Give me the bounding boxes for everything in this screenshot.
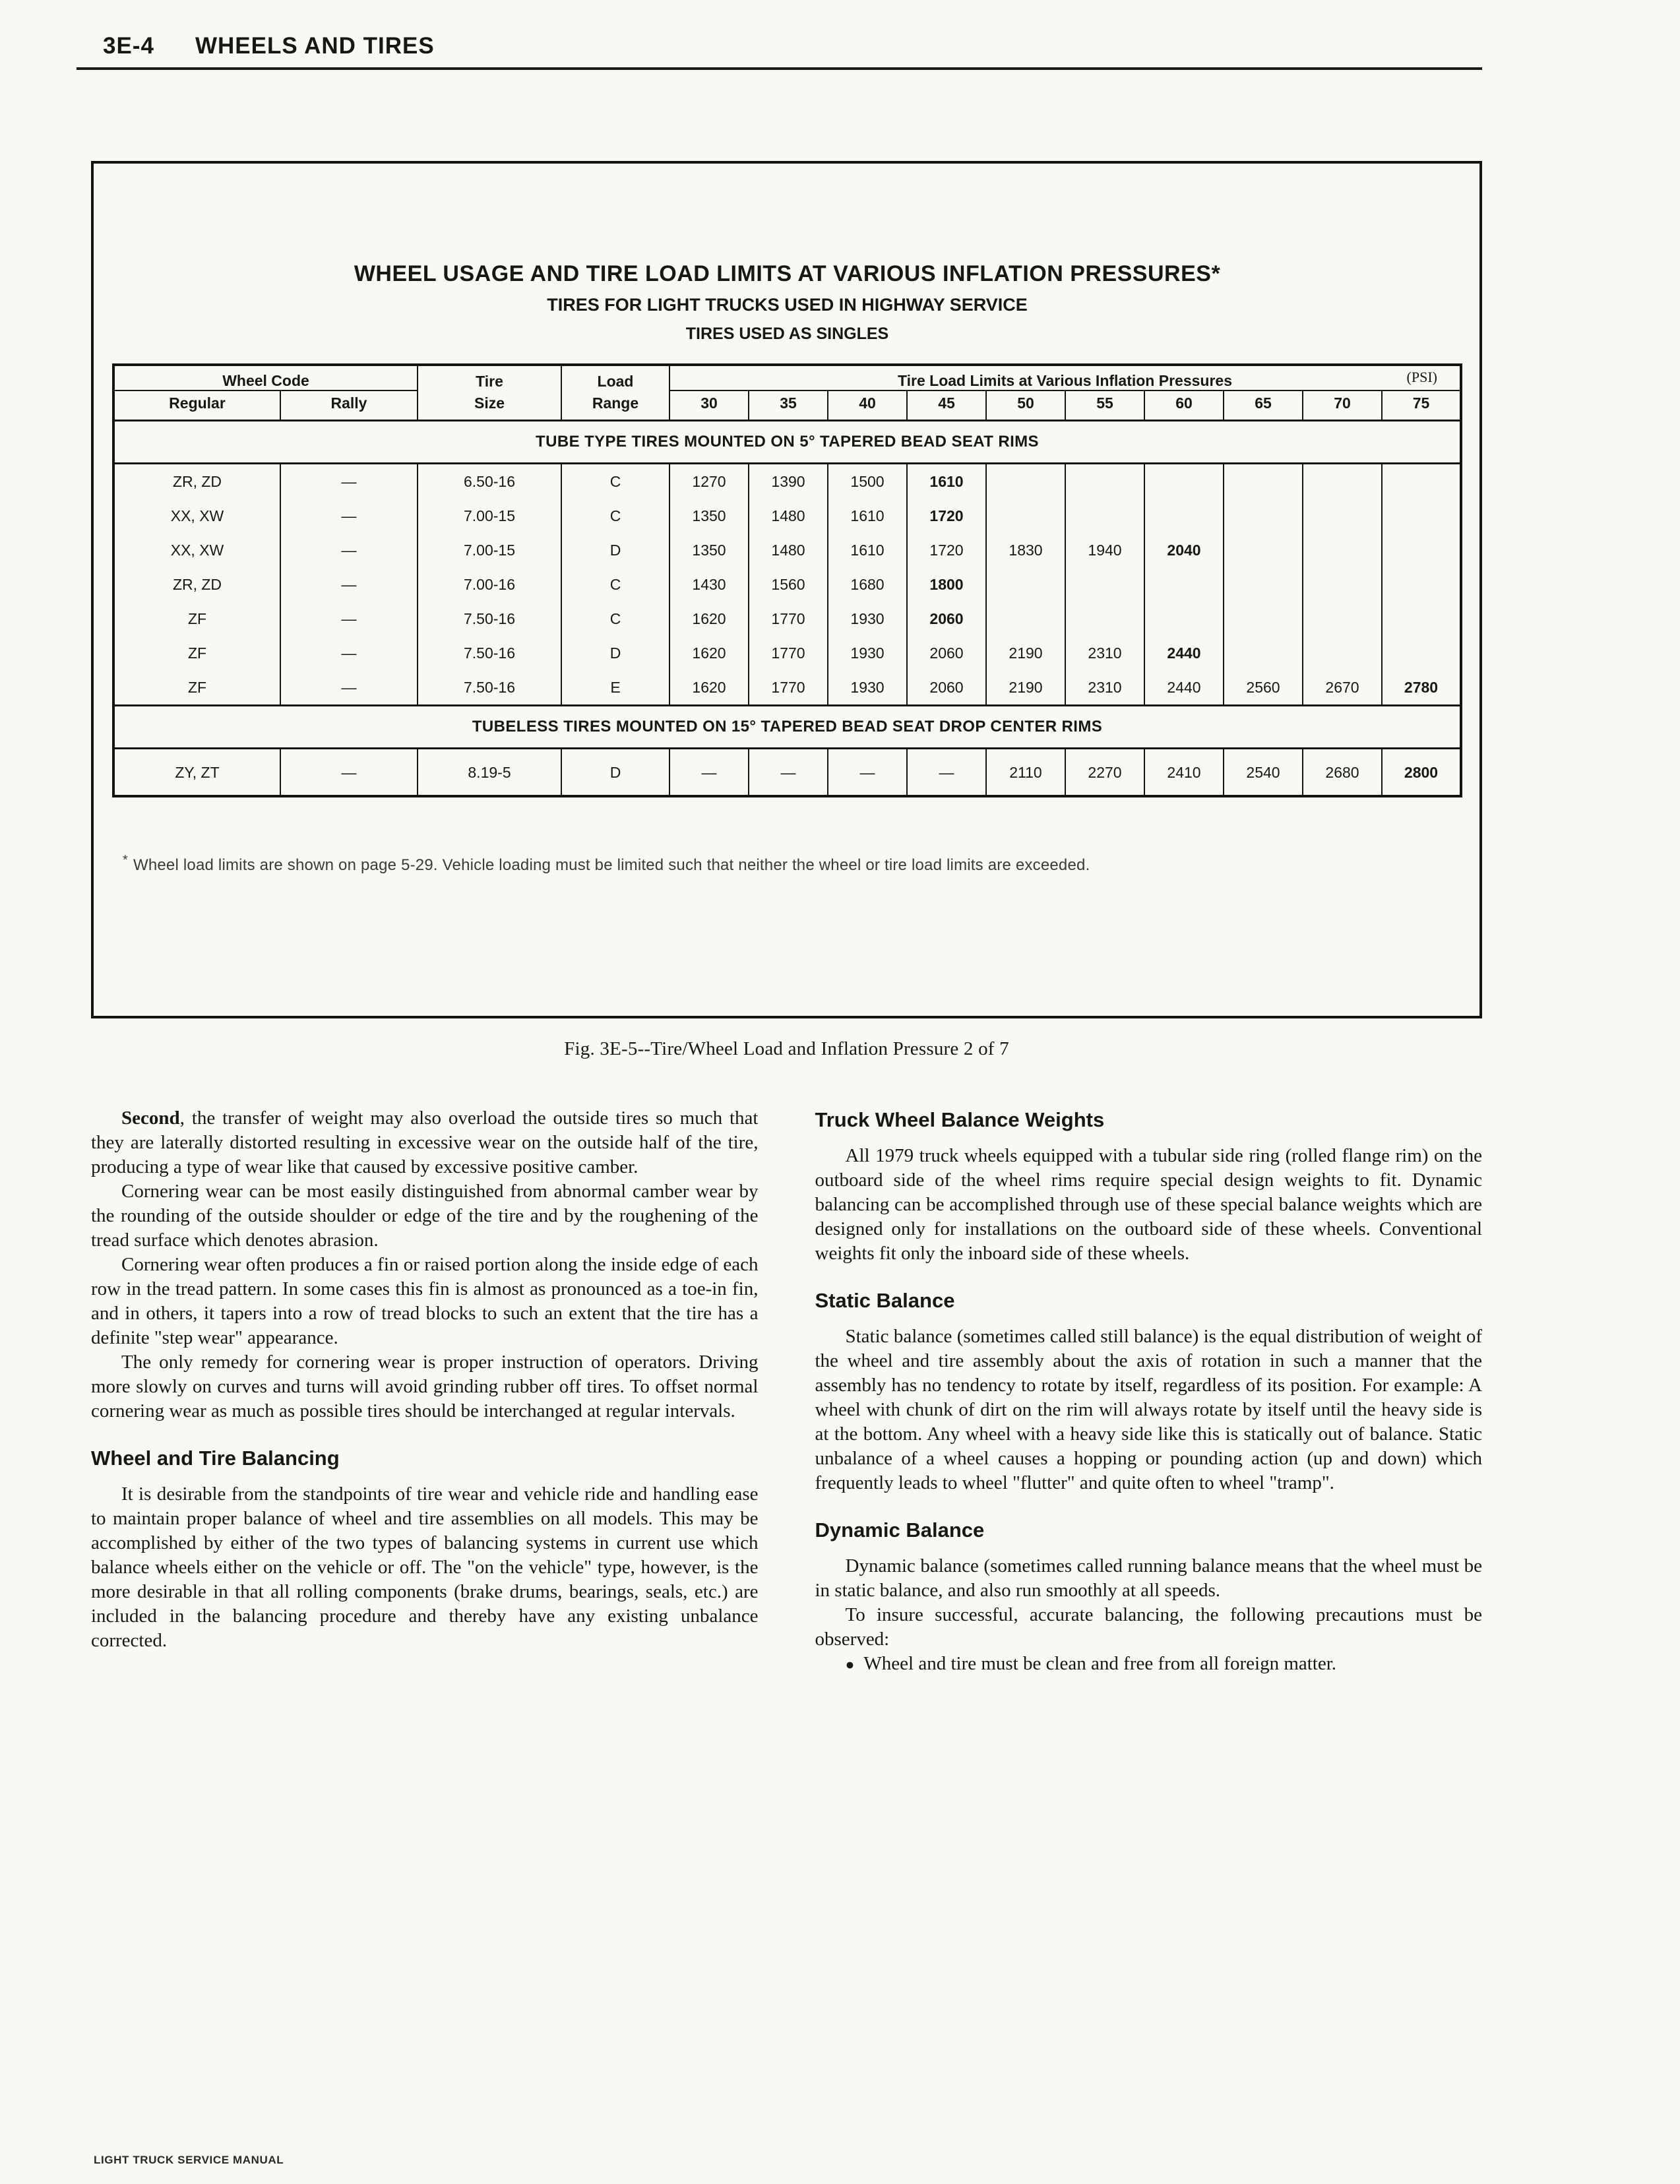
table-cell: 8.19-5 [418, 749, 561, 797]
table-cell: 7.50-16 [418, 636, 561, 670]
table-cell: 1930 [828, 602, 907, 636]
table-cell: 7.00-16 [418, 567, 561, 602]
table-cell [1382, 499, 1461, 533]
table-cell: 1720 [907, 533, 986, 567]
bullet-text: Wheel and tire must be clean and free from all foreign matter. [863, 1653, 1337, 1674]
figure-subtitle-2: TIRES USED AS SINGLES [685, 325, 889, 343]
header-pressure-50: 50 [986, 390, 1065, 421]
table-cell: D [561, 533, 669, 567]
table-cell [1065, 499, 1144, 533]
table-cell: — [828, 749, 907, 797]
table-cell: 7.00-15 [418, 499, 561, 533]
header-load-limits-text: Tire Load Limits at Various Inflation Pressures [898, 372, 1232, 389]
table-header [113, 365, 1461, 421]
table-cell [1303, 533, 1382, 567]
table-cell: 1620 [669, 636, 749, 670]
table-cell: 1830 [986, 533, 1065, 567]
table-cell [1065, 567, 1144, 602]
table-row [113, 670, 1461, 706]
table-cell: 1770 [749, 602, 828, 636]
table-cell: — [280, 602, 418, 636]
table-cell [1382, 602, 1461, 636]
table-cell: 6.50-16 [418, 464, 561, 499]
table-cell: 2440 [1144, 636, 1224, 670]
heading-truck-wheel-balance-weights: Truck Wheel Balance Weights [815, 1108, 1105, 1131]
header-pressure-35: 35 [749, 390, 828, 421]
table-cell: C [561, 499, 669, 533]
table-cell: 1720 [907, 499, 986, 533]
table-cell [1382, 464, 1461, 499]
table-cell [1382, 636, 1461, 670]
table-cell: C [561, 567, 669, 602]
table-cell: 2680 [1303, 749, 1382, 797]
table-cell [986, 602, 1065, 636]
table-row [113, 464, 1461, 499]
header-rule [77, 67, 1482, 70]
table-cell [1224, 464, 1303, 499]
table-header-row-columns [113, 390, 1461, 421]
header-regular: Regular [113, 390, 280, 421]
table-cell: — [280, 636, 418, 670]
header-range: Range [561, 390, 669, 421]
table-cell: — [280, 464, 418, 499]
header-tire: Tire [418, 365, 561, 390]
table-cell: 2670 [1303, 670, 1382, 706]
table-cell: 1770 [749, 636, 828, 670]
paragraph [91, 1106, 759, 1179]
header-pressure-30: 30 [669, 390, 749, 421]
table-cell: 2800 [1382, 749, 1461, 797]
table-cell: 1390 [749, 464, 828, 499]
table-cell: 1930 [828, 636, 907, 670]
table-cell [986, 464, 1065, 499]
paragraph: Static balance (sometimes called still balance) is the equal distribution of weight of the wheel and tire assembly about the axis of rotation in such a manner that the assembly has no tendency to rotate by itself, regardless of its position. For example: A wheel with chunk of dirt on the rim will always rotate by itself until the heavy side is at the bottom. Any wheel with a heavy side like this is statically out of balance. Static unbalance of a wheel causes a hopping or pounding action (up and down) which frequently leads to wheel "flutter" and quite often to wheel "tramp". [815, 1326, 1482, 1493]
table-cell: 2310 [1065, 670, 1144, 706]
table-cell [1224, 499, 1303, 533]
table-cell [1065, 464, 1144, 499]
heading-static-balance: Static Balance [815, 1289, 955, 1312]
table-cell: D [561, 749, 669, 797]
heading-wheel-and-tire-balancing: Wheel and Tire Balancing [91, 1447, 340, 1470]
paragraph: The only remedy for cornering wear is proper instruction of operators. Driving more slowly on curves and turns will avoid grinding rubber off tires. To offset normal cornering wear as much as possible tires should be interchanged at regular intervals. [91, 1352, 759, 1421]
table-cell: — [907, 749, 986, 797]
footnote-text: Wheel load limits are shown on page 5-29. Vehicle loading must be limited such that neither the wheel or tire load limits are exceeded. [133, 856, 1090, 874]
table-cell: 1610 [828, 499, 907, 533]
table-cell: 2440 [1144, 670, 1224, 706]
table-cell [1303, 464, 1382, 499]
table-cell: ZF [113, 602, 280, 636]
header-pressure-75: 75 [1382, 390, 1461, 421]
section-band-row [113, 706, 1461, 749]
table-cell: — [669, 749, 749, 797]
table-cell [986, 567, 1065, 602]
body-columns [91, 1106, 1482, 1677]
table-body [113, 421, 1461, 797]
header-pressure-45: 45 [907, 390, 986, 421]
figure-title: WHEEL USAGE AND TIRE LOAD LIMITS AT VARIOUS INFLATION PRESSURES* [354, 261, 1221, 286]
table-cell: 1610 [828, 533, 907, 567]
header-pressure-55: 55 [1065, 390, 1144, 421]
page-code: 3E-4 [103, 33, 154, 59]
table-cell [1144, 602, 1224, 636]
table-cell: 1610 [907, 464, 986, 499]
table-header-row-groups [113, 365, 1461, 390]
table-cell [1224, 567, 1303, 602]
table-cell: 1430 [669, 567, 749, 602]
table-cell: ZR, ZD [113, 464, 280, 499]
table-cell: 1270 [669, 464, 749, 499]
table-cell [1144, 464, 1224, 499]
table-cell: 2060 [907, 602, 986, 636]
table-cell: 7.00-15 [418, 533, 561, 567]
table-cell: D [561, 636, 669, 670]
table-cell [1065, 602, 1144, 636]
table-cell: — [280, 499, 418, 533]
table-cell: E [561, 670, 669, 706]
table-cell: 2780 [1382, 670, 1461, 706]
table-cell: 2540 [1224, 749, 1303, 797]
table-cell: 1620 [669, 670, 749, 706]
table-row [113, 499, 1461, 533]
table-cell: 2110 [986, 749, 1065, 797]
paragraph: Cornering wear often produces a fin or raised portion along the inside edge of each row in the tread pattern. In some cases this fin is almost as pronounced as a toe-in fin, and in others, it tapers into a row of tread blocks to such an extent that the tire has a definite "step wear" appearance. [91, 1254, 759, 1348]
section-band-label: TUBELESS TIRES MOUNTED ON 15° TAPERED BEAD SEAT DROP CENTER RIMS [113, 706, 1461, 749]
table-row [113, 636, 1461, 670]
table-cell: 1680 [828, 567, 907, 602]
table-cell: 2060 [907, 636, 986, 670]
table-cell: 2190 [986, 670, 1065, 706]
header-pressure-65: 65 [1224, 390, 1303, 421]
bullet-icon: ● [845, 1656, 855, 1673]
table-cell: XX, XW [113, 533, 280, 567]
table-cell: — [280, 749, 418, 797]
section-band-label: TUBE TYPE TIRES MOUNTED ON 5° TAPERED BEAD SEAT RIMS [113, 421, 1461, 464]
table-cell: 2410 [1144, 749, 1224, 797]
table-cell [1303, 602, 1382, 636]
right-column [815, 1106, 1483, 1677]
tire-load-limits-table [112, 363, 1462, 797]
table-row [113, 602, 1461, 636]
header-psi-unit: (PSI) [1406, 369, 1437, 385]
table-cell: 1620 [669, 602, 749, 636]
paragraph: Cornering wear can be most easily distinguished from abnormal camber wear by the rounding of the outside shoulder or edge of the tire and by the roughening of the tread surface which denotes abrasion. [91, 1181, 759, 1251]
table-cell [1144, 567, 1224, 602]
table-row [113, 567, 1461, 602]
page-footer: LIGHT TRUCK SERVICE MANUAL [94, 2154, 284, 2166]
header-rally: Rally [280, 390, 418, 421]
table-cell: — [280, 567, 418, 602]
header-size: Size [418, 390, 561, 421]
table-cell: C [561, 602, 669, 636]
header-wheel-code: Wheel Code [113, 365, 418, 390]
table-cell [1382, 567, 1461, 602]
paragraph: It is desirable from the standpoints of tire wear and vehicle ride and handling ease to maintain proper balance of wheel and tire assemblies on all models. This may be accomplished by either of the two types of balancing systems in current use which balance wheels either on the vehicle or off. The "on the vehicle" type, however, is the more desirable in that all rolling components (brake drums, bearings, seals, etc.) are included in the balancing procedure and thereby have any existing unbalance corrected. [91, 1483, 759, 1651]
heading-dynamic-balance: Dynamic Balance [815, 1518, 985, 1542]
table-cell [1224, 533, 1303, 567]
figure-box [91, 161, 1482, 1018]
table-cell: 1770 [749, 670, 828, 706]
table-cell: ZF [113, 670, 280, 706]
table-cell: 7.50-16 [418, 670, 561, 706]
page-title: WHEELS AND TIRES [195, 33, 435, 59]
header-pressure-70: 70 [1303, 390, 1382, 421]
table-cell: 2310 [1065, 636, 1144, 670]
paragraph-text: , the transfer of weight may also overload the outside tires so much that they are laterally distorted resulting in excessive wear on the outside half of the tire, producing a type of wear like that caused by excessive positive camber. [91, 1108, 759, 1177]
table-footnote [112, 853, 1462, 875]
paragraph-lead-word: Second [121, 1108, 180, 1129]
table-cell: 1940 [1065, 533, 1144, 567]
header-load: Load [561, 365, 669, 390]
table-cell: 1930 [828, 670, 907, 706]
table-cell: 1350 [669, 533, 749, 567]
table-cell: XX, XW [113, 499, 280, 533]
left-column [91, 1106, 759, 1677]
table-cell: ZF [113, 636, 280, 670]
figure-subtitle: TIRES FOR LIGHT TRUCKS USED IN HIGHWAY SERVICE [547, 295, 1028, 315]
table-cell [1303, 499, 1382, 533]
section-band-row [113, 421, 1461, 464]
page-header [91, 33, 1482, 59]
table-cell: 2060 [907, 670, 986, 706]
table-cell: 2190 [986, 636, 1065, 670]
paragraph: All 1979 truck wheels equipped with a tubular side ring (rolled flange rim) on the outboard side of the wheel rims require special design weights to fit. Dynamic balancing can be accomplished through use of these special balance weights which are designed only for installations on the outboard side of these wheels. Conventional weights fit only the inboard side of these wheels. [815, 1145, 1482, 1264]
table-cell [986, 499, 1065, 533]
table-cell [1303, 636, 1382, 670]
table-cell [1303, 567, 1382, 602]
paragraph: Dynamic balance (sometimes called running balance means that the wheel must be in static balance, and also run smoothly at all speeds. [815, 1555, 1482, 1601]
table-cell [1224, 636, 1303, 670]
footnote-marker: * [123, 853, 128, 867]
table-cell [1224, 602, 1303, 636]
table-row [113, 533, 1461, 567]
table-row [113, 749, 1461, 797]
table-cell: ZY, ZT [113, 749, 280, 797]
paragraph: To insure successful, accurate balancing, the following precautions must be observed: [815, 1604, 1482, 1650]
table-cell [1382, 533, 1461, 567]
table-cell: 1500 [828, 464, 907, 499]
table-cell: C [561, 464, 669, 499]
table-cell: 1350 [669, 499, 749, 533]
table-cell: 7.50-16 [418, 602, 561, 636]
table-cell: 2270 [1065, 749, 1144, 797]
table-cell: 1800 [907, 567, 986, 602]
header-load-limits [669, 365, 1461, 390]
table-cell: 1480 [749, 533, 828, 567]
table-cell: 2560 [1224, 670, 1303, 706]
table-cell: — [749, 749, 828, 797]
header-pressure-60: 60 [1144, 390, 1224, 421]
table-cell [1144, 499, 1224, 533]
bullet-item [815, 1652, 1483, 1677]
figure-caption: Fig. 3E-5--Tire/Wheel Load and Inflation Pressure 2 of 7 [564, 1038, 1009, 1059]
table-cell: — [280, 670, 418, 706]
table-cell: 2040 [1144, 533, 1224, 567]
table-cell: ZR, ZD [113, 567, 280, 602]
table-cell: 1480 [749, 499, 828, 533]
table-cell: 1560 [749, 567, 828, 602]
table-cell: — [280, 533, 418, 567]
header-pressure-40: 40 [828, 390, 907, 421]
